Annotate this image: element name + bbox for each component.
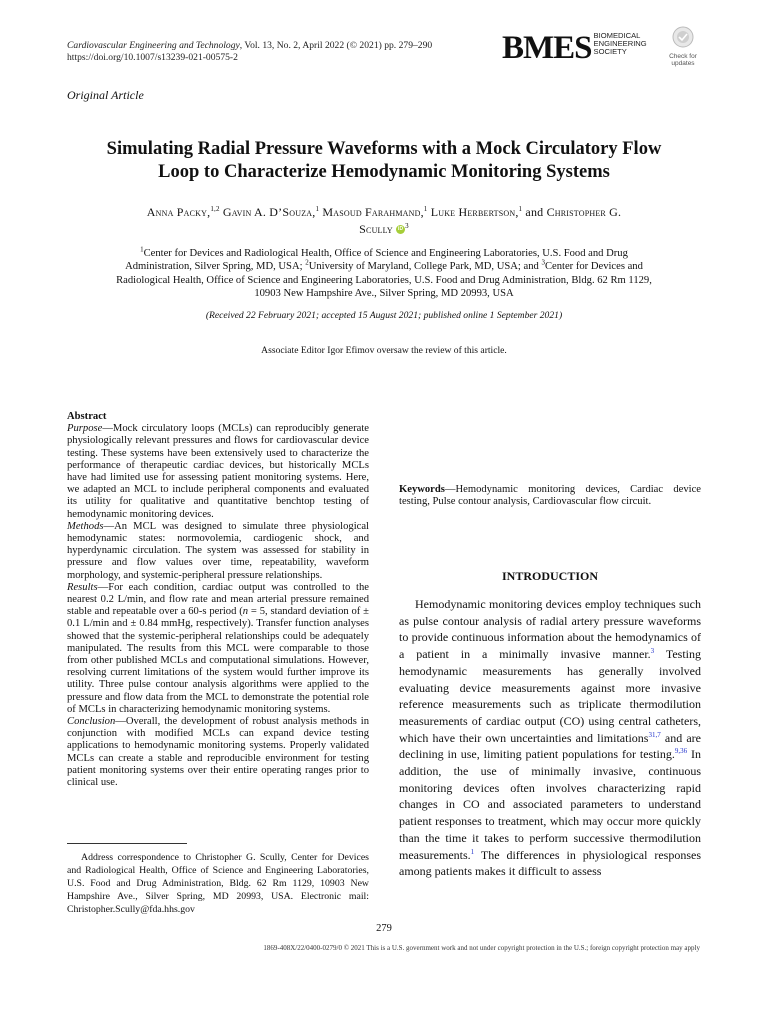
citation-ref[interactable]: 3 bbox=[650, 647, 655, 656]
author-list: Anna Packy,$^{1,2}$ Gavin A. D’Souza,$^1$ Masoud Farahmand,$^1$ Luke Herbertson,$^1$ and Christopher G. Scully iD $^3$ bbox=[50, 204, 718, 238]
author-farahmand[interactable]: Masoud Farahmand, bbox=[319, 205, 424, 219]
keywords-label: Keywords bbox=[399, 484, 445, 495]
copyright-line: 1869-408X/22/0400-0279/0 © 2021 This is a U.S. government work and not under copyright protection in the U.S.; foreign copyright protection may apply bbox=[263, 944, 700, 952]
abstract-conclusion: Conclusion—Overall, the development of robust analysis methods in conjunction with modified MCLs can expand device testing applications to hemodynamic monitoring systems. Properly validated MCLs can create a stable and reproducible environment for testing patient monitoring systems over their entire operating ranges prior to clinical use. bbox=[67, 716, 369, 789]
doi-link[interactable]: https://doi.org/10.1007/s13239-021-00575-2 bbox=[67, 52, 238, 63]
citation-ref[interactable]: 31,7 bbox=[648, 730, 661, 739]
check-updates-text: Check for updates bbox=[669, 53, 697, 67]
bmes-society-name bbox=[594, 32, 647, 56]
author-herbertson[interactable]: Luke Herbertson, bbox=[427, 205, 519, 219]
bmes-wordmark: BMES bbox=[502, 30, 592, 66]
paper-title bbox=[40, 138, 728, 184]
journal-name: Cardiovascular Engineering and Technology bbox=[67, 40, 240, 51]
author-scully-surname[interactable]: Scully bbox=[359, 222, 393, 236]
bmes-logo bbox=[502, 30, 647, 67]
article-type: Original Article bbox=[67, 88, 144, 102]
publication-dates: (Received 22 February 2021; accepted 15 August 2021; published online 1 September 2021) bbox=[205, 310, 563, 321]
bmes-line-1: BIOMEDICAL bbox=[593, 31, 641, 40]
orcid-icon[interactable] bbox=[396, 225, 405, 234]
bmes-line-2: ENGINEERING bbox=[593, 39, 647, 48]
abstract-heading: Abstract bbox=[67, 411, 107, 422]
running-header bbox=[67, 40, 432, 63]
citation-ref[interactable]: 1 bbox=[470, 847, 475, 856]
author-dsouza[interactable]: Gavin A. D’Souza, bbox=[219, 205, 316, 219]
title-line-1: Simulating Radial Pressure Waveforms with a Mock Circulatory Flow bbox=[106, 139, 662, 159]
title-line-2: Loop to Characterize Hemodynamic Monitoring Systems bbox=[158, 162, 610, 182]
bmes-line-3: SOCIETY bbox=[593, 47, 627, 56]
introduction-heading: INTRODUCTION bbox=[501, 569, 598, 583]
abstract-methods: Methods—An MCL was designed to simulate three physiological hemodynamic states: normovolemia, cardiogenic shock, and hyperdynamic circulation. The system was assessed for stability in pressure and flow values over time, repeatability, waveform morphology, and systemic-peripheral pressure relationships. bbox=[67, 520, 369, 581]
author-scully[interactable]: Christopher G. bbox=[546, 205, 622, 219]
keywords-text: —Hemodynamic monitoring devices, Cardiac device testing, Pulse contour analysis, Cardiovascular flow circuit. bbox=[399, 484, 701, 508]
citation: , Vol. 13, No. 2, April 2022 (© 2021) pp. 279–290 bbox=[239, 40, 433, 51]
introduction-body: Hemodynamic monitoring devices employ techniques such as pulse contour analysis of radial artery pressure waveforms to provide continuous information about the hemodynamics of a patient in a minimally invasive manner.$^3$ Testing hemodynamic measurements has generally involved evaluating device measurements against more invasive reference measurements such as triplicate thermodilution measurements of cardiac output (CO) using central catheters, which have their own uncertainties and limitations$^{31,7}$ and are declining in use, limiting patient populations for testing.$^{9,36}$ In addition, the use of minimally invasive, continuous monitoring devices often involves characterizing rapid changes in CO and associated parameters to understand patient responses to treatment, which may occur more quickly than the time it takes to perform successive thermodilution measurements.$^1$ The differences in physiological responses among patients makes it difficult to assess bbox=[399, 597, 701, 879]
abstract-purpose: Purpose—Mock circulatory loops (MCLs) can reproducibly generate physiologically relevant pressures and flows for cardiovascular device testing. These systems have been extensively used to characterize the performance of therapeutic cardiac devices, but historically MCLs have had limited use for assessing patient monitoring systems. Here, we adapted an MCL to include peripheral components and evaluated its utility for qualitative and quantitative benchtop testing of hemodynamic monitoring devices. bbox=[67, 423, 369, 520]
correspondence-footnote: Address correspondence to Christopher G. Scully, Center for Devices and Radiological Health, Office of Science and Engineering Laboratories, U.S. Food and Drug Administration, Bldg. 62 Rm 1129, 10903 New Hampshire Ave., Silver Spring, MD 20993, USA. Electronic mail: Christopher.Scully@fda.hhs.gov bbox=[67, 852, 369, 915]
editor-note: Associate Editor Igor Efimov oversaw the review of this article. bbox=[261, 345, 507, 356]
affiliations: $^1$Center for Devices and Radiological Health, Office of Science and Engineering Laboratories, U.S. Food and Drug Administration, Silver Spring, MD, USA; $^2$University of Maryland, College Park, MD, USA; and $^3$Center for Devices and Radiological Health, Office of Science and Engineering Laboratories, U.S. Food and Drug Administration, Bldg. 62 Rm 1129, 10903 New Hampshire Ave., Silver Spring, MD 20993, USA bbox=[116, 245, 652, 300]
check-updates-icon bbox=[666, 26, 700, 48]
abstract bbox=[67, 411, 369, 789]
abstract-results: Results—For each condition, cardiac output was controlled to the nearest 0.2 L/min, and flow rate and mean arterial pressure remained stable and repeatable over a 60-s period (n = 5, standard deviation of ± 0.1 L/min and ± 0.84 mmHg, respectively). Transfer function analyses showed that the systemic-peripheral relationships could be adequately manipulated. The results from this MCL were comparable to those from other published MCLs and computational simulations. However, resolving current limitations of the system would further improve its utility. Three pulse contour analysis algorithms were applied to the pressure and flow data from the MCL to demonstrate the potential role of MCLs in characterizing hemodynamic monitoring systems. bbox=[67, 581, 369, 715]
footnote-divider bbox=[67, 843, 187, 844]
author-packy[interactable]: Anna Packy, bbox=[146, 205, 211, 219]
check-for-updates-badge[interactable] bbox=[666, 26, 700, 67]
page-number: 279 bbox=[376, 923, 392, 934]
citation-ref[interactable]: 9,36 bbox=[674, 747, 688, 756]
keywords bbox=[399, 484, 701, 508]
